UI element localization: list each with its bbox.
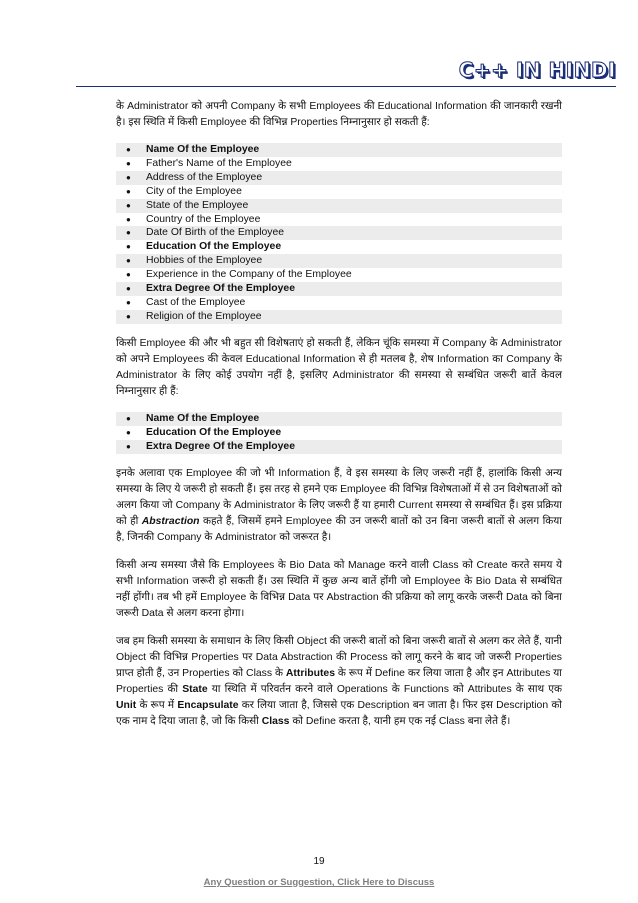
text-segment: Class bbox=[261, 715, 290, 727]
list-item: ● Extra Degree Of the Employee bbox=[116, 440, 562, 454]
list-item: ● Name Of the Employee bbox=[116, 412, 562, 426]
employee-properties-list bbox=[116, 143, 562, 324]
list-item: ● Country of the Employee bbox=[116, 213, 562, 227]
list-item: ● Extra Degree Of the Employee bbox=[116, 282, 562, 296]
text-segment: कर लिया जाता है, जिससे एक Description बन जाता है। फिर इस Description को एक नाम दे दिया जाता है, जो कि किसी bbox=[116, 699, 563, 727]
page-number: 19 bbox=[313, 856, 325, 867]
text-segment: के रूप में bbox=[136, 699, 178, 711]
text-segment: किसी अन्य समस्या जैसे कि Employees के Bio Data को Manage करने वाली Class को Create करते समय ये सभी Information जरूरी हो सकती हैं। उस स्थिति में कुछ अन्य बातें होंगी जो Employee के Bio Data से सम्बंधित नहीं होंगी। तब भी हमें Employee के विभिन्न Data पर Abstraction की प्रक्रिया को लागू करके जरूरी Data को बिना जरूरी Data से अलग करना होगा। bbox=[116, 559, 562, 619]
text-segment: Unit bbox=[116, 699, 137, 711]
discuss-link[interactable]: Any Question or Suggestion, Click Here to Discuss bbox=[203, 877, 435, 888]
text-segment: को Define करता है, यानी हम एक नई Class बना लेते हैं। bbox=[289, 715, 511, 727]
page-header bbox=[76, 58, 616, 87]
paragraph-bio-data bbox=[116, 558, 562, 622]
list-item: ● Address of the Employee bbox=[116, 171, 562, 185]
header-rule bbox=[76, 86, 616, 87]
header-title: C++ IN HINDI bbox=[458, 58, 616, 82]
paragraph-intro bbox=[116, 99, 562, 131]
list-item: ● Father's Name of the Employee bbox=[116, 157, 562, 171]
text-segment: के Administrator को अपनी Company के सभी Employees की Educational Information की जानकारी रखनी है। इस स्थिति में किसी Employee की विभिन्न Properties निम्नानुसार हो सकती हैं: bbox=[116, 101, 562, 128]
list-item: ● Date Of Birth of the Employee bbox=[116, 226, 562, 240]
text-segment: State bbox=[182, 683, 208, 695]
text-segment: इनके अलावा एक Employee की जो भी Information हैं, वे इस समस्या के लिए जरूरी नहीं हैं, हालांकि किसी अन्य समस्या के लिए ये जरूरी हो सकती हैं। इस तरह से हमने एक Employee की विभिन्न विशेषताओं में से उन विशेषताओं को अलग किया जो Company के Administrator के लिए जरूरी हैं या हमारी Current समस्या से सम्बंधित हैं। इस प्रक्रिया को ही bbox=[116, 467, 563, 527]
text-segment: किसी Employee की और भी बहुत सी विशेषताएं हो सकती हैं, लेकिन चूंकि समस्या में Company के Administrator को अपने Employees की केवल Educational Information से ही मतलब है, शेष Information का Company के Administrator के लिए कोई उपयोग नहीं है, इसलिए Administrator की समस्या से सम्बंधित जरूरी बातें केवल निम्नानुसार ही हैं: bbox=[116, 337, 562, 397]
list-item: ● Name Of the Employee bbox=[116, 143, 562, 157]
list-item: ● Religion of the Employee bbox=[116, 310, 562, 324]
text-segment: या स्थिति में परिवर्तन करने वाले Operations के Functions को Attributes के साथ एक bbox=[207, 683, 563, 695]
text-segment: कहते हैं, जिसमें हमने Employee की उन जरूरी बातों को उन बिना जरूरी बातों से अलग किया है, जिनकी Company के Administrator को जरूरत है। bbox=[116, 515, 562, 543]
relevant-properties-list bbox=[116, 412, 562, 454]
paragraph-encapsulation bbox=[116, 634, 562, 730]
list-item: ● Education Of the Employee bbox=[116, 426, 562, 440]
list-item: ● Cast of the Employee bbox=[116, 296, 562, 310]
paragraph-abstraction bbox=[116, 466, 562, 546]
text-segment: Encapsulate bbox=[177, 699, 239, 711]
text-segment: जब हम किसी समस्या के समाधान के लिए किसी Object की जरूरी बातों को बिना जरूरी बातों से अलग कर लेते हैं, यानी Object की विभिन्न Properties पर Data Abstraction की Process को लागू करने के बाद जो जरूरी Properties प्राप्त होती हैं, उन Properties को Class के bbox=[116, 635, 562, 679]
list-item: ● Hobbies of the Employee bbox=[116, 254, 562, 268]
text-segment: Attributes bbox=[285, 667, 335, 679]
list-item: ● State of the Employee bbox=[116, 199, 562, 213]
page-content bbox=[116, 99, 562, 742]
list-item: ● Education Of the Employee bbox=[116, 240, 562, 254]
paragraph-relevant-info bbox=[116, 336, 562, 400]
text-segment: के रूप में Define कर लिया जाता है और इन Attributes या Properties की bbox=[116, 667, 563, 695]
text-segment: Abstraction bbox=[141, 515, 200, 527]
list-item: ● City of the Employee bbox=[116, 185, 562, 199]
list-item: ● Experience in the Company of the Employee bbox=[116, 268, 562, 282]
